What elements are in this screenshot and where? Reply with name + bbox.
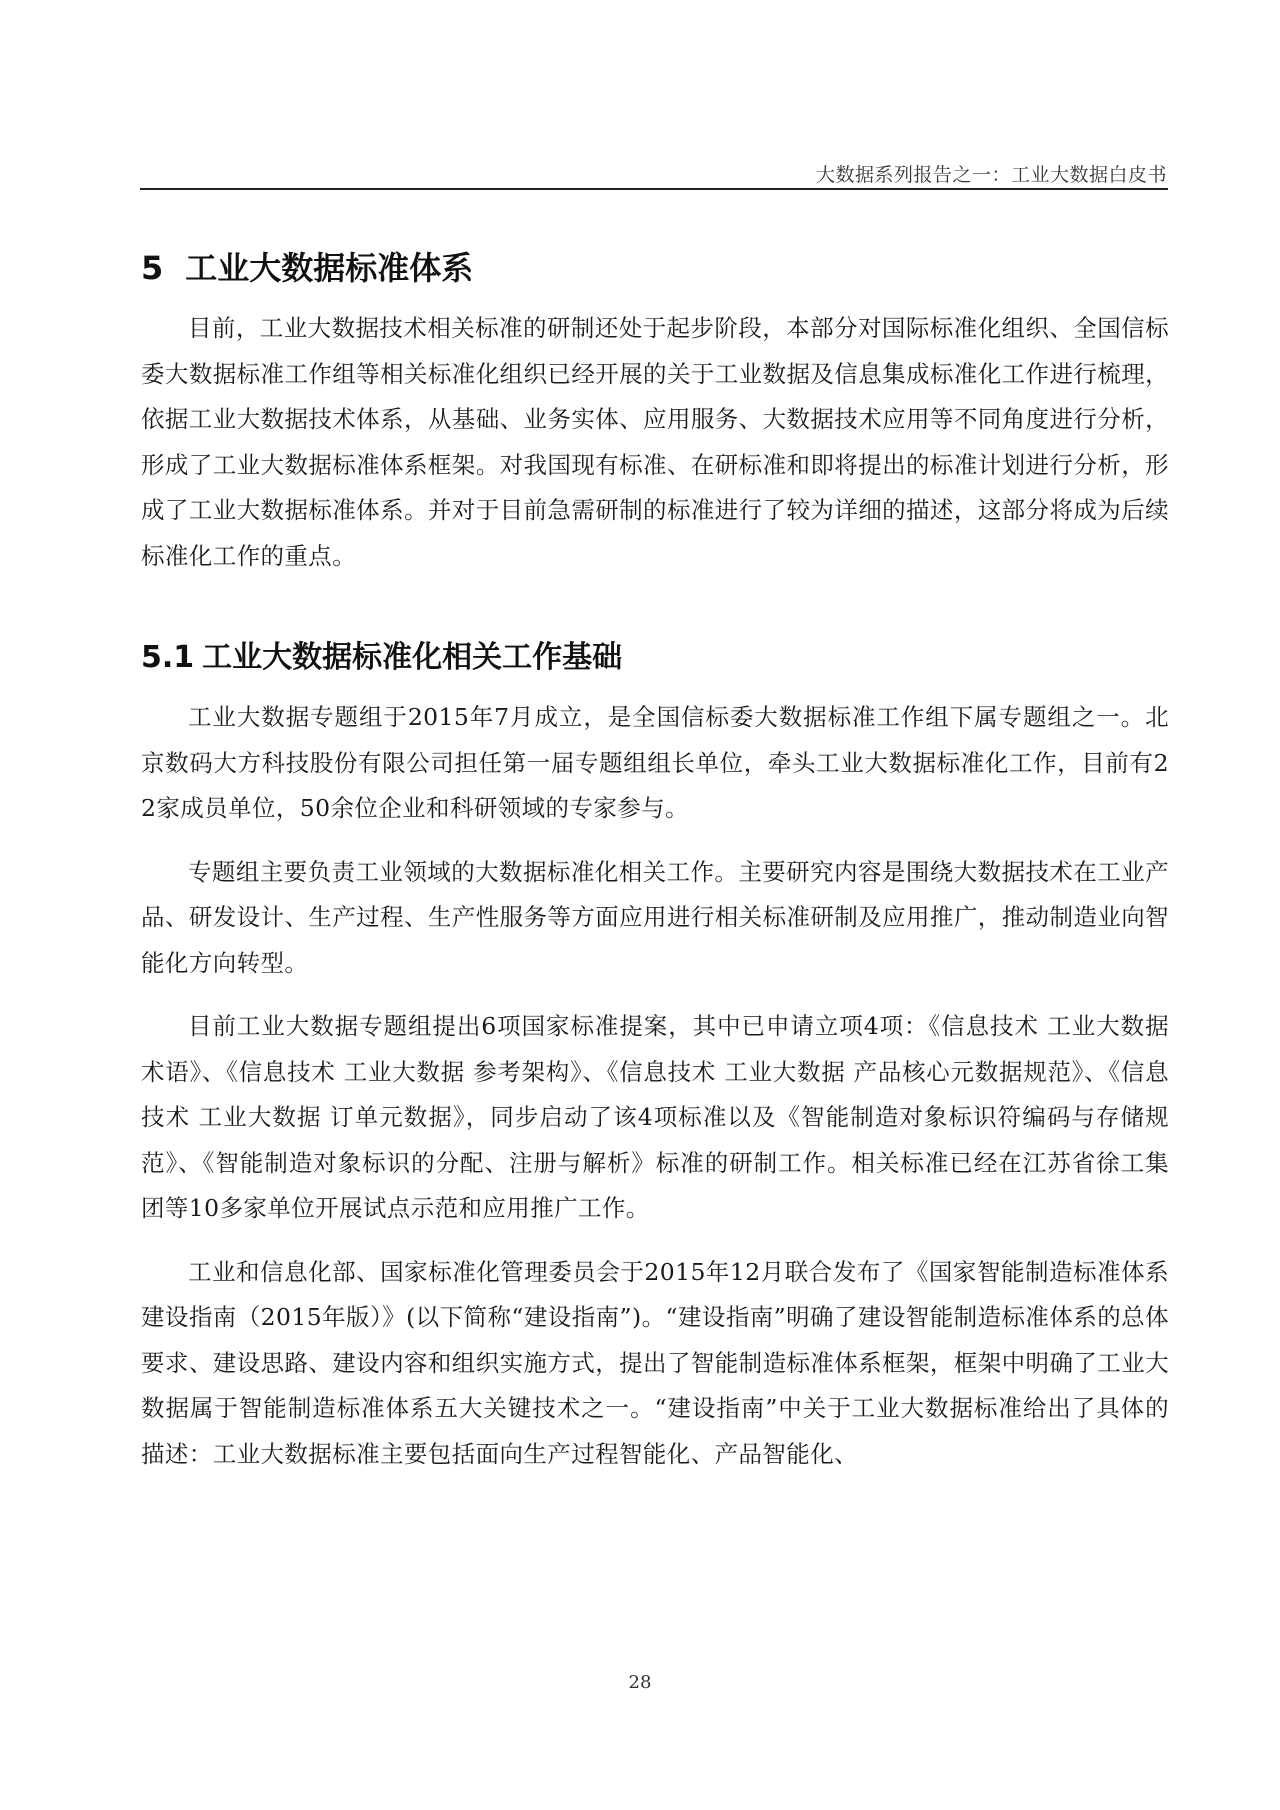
section-paragraph-3: 目前工业大数据专题组提出6项国家标准提案，其中已申请立项4项：《信息技术 工业大数据 术语》、《信息技术 工业大数据 参考架构》、《信息技术 工业大数据 产品核心元数据规范》、《信息技术 工业大数据 订单元数据》，同步启动了该4项标准以及《智能制造对象标识符编码与存储规范》、《智能制造对象标识的分配、注册与解析》标准的研制工作。相关标准已经在江苏省徐工集团等10多家单位开展试点示范和应用推广工作。: [141, 1012, 1169, 1222]
chapter-heading: [141, 236, 1169, 300]
chapter-number: 5: [141, 249, 164, 287]
running-header: 大数据系列报告之一：工业大数据白皮书: [815, 164, 1167, 186]
section-paragraph-2: 专题组主要负责工业领域的大数据标准化相关工作。主要研究内容是围绕大数据技术在工业产品、研发设计、生产过程、生产性服务等方面应用进行相关标准研制及应用推广，推动制造业向智能化方向转型。: [141, 857, 1169, 977]
section-heading: [141, 627, 1169, 689]
section-title: 工业大数据标准化相关工作基础: [202, 640, 623, 675]
page-number: 28: [628, 1672, 652, 1693]
chapter-title: 工业大数据标准体系: [185, 249, 474, 287]
header-rule: [140, 188, 1168, 190]
section-number: 5.1: [141, 640, 195, 675]
section-paragraph-1: 工业大数据专题组于2015年7月成立，是全国信标委大数据标准工作组下属专题组之一。北京数码大方科技股份有限公司担任第一届专题组组长单位，牵头工业大数据标准化工作，目前有22家成员单位，50余位企业和科研领域的专家参与。: [141, 703, 1169, 822]
chapter-paragraph-1: 目前，工业大数据技术相关标准的研制还处于起步阶段，本部分对国际标准化组织、全国信标委大数据标准工作组等相关标准化组织已经开展的关于工业数据及信息集成标准化工作进行梳理，依据工业大数据技术体系，从基础、业务实体、应用服务、大数据技术应用等不同角度进行分析，形成了工业大数据标准体系框架。对我国现有标准、在研标准和即将提出的标准计划进行分析，形成了工业大数据标准体系。并对于目前急需研制的标准进行了较为详细的描述，这部分将成为后续标准化工作的重点。: [141, 314, 1169, 570]
section-paragraph-4: 工业和信息化部、国家标准化管理委员会于2015年12月联合发布了《国家智能制造标准体系建设指南（2015年版）》(以下简称“建设指南”)。“建设指南”明确了建设智能制造标准体系的总体要求、建设思路、建设内容和组织实施方式，提出了智能制造标准体系框架，框架中明确了工业大数据属于智能制造标准体系五大关键技术之一。“建设指南”中关于工业大数据标准给出了具体的描述：工业大数据标准主要包括面向生产过程智能化、产品智能化、: [141, 1257, 1169, 1468]
page-content: [141, 236, 1169, 1477]
